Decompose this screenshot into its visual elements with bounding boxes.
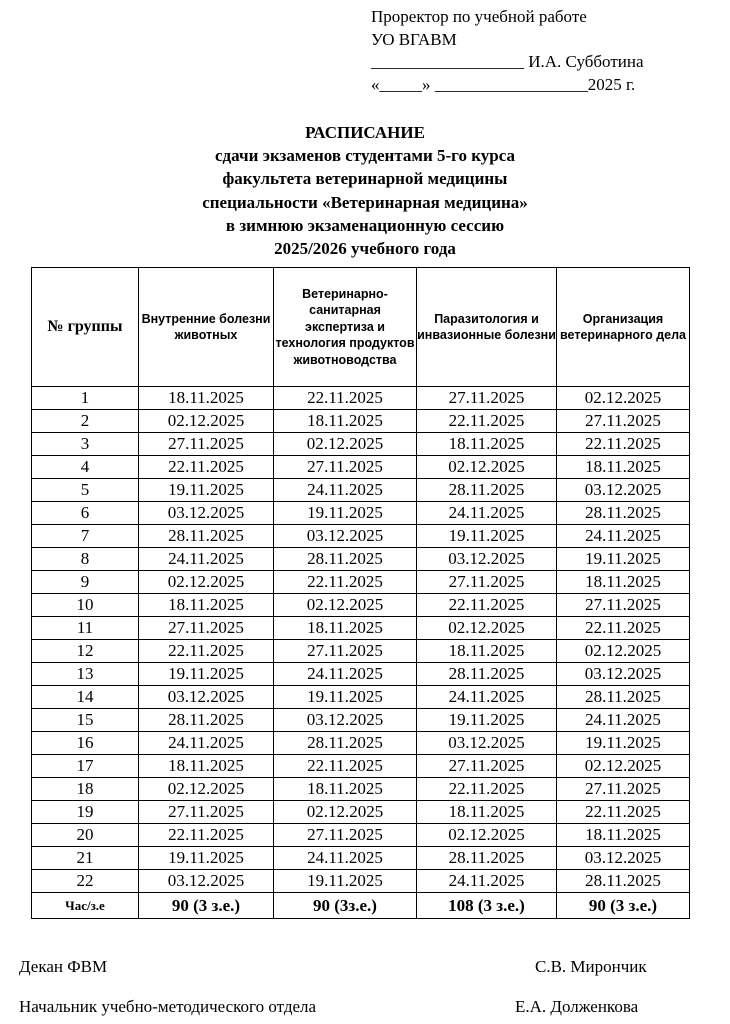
- cell-vet-sanitary-date: 27.11.2025: [274, 456, 417, 479]
- cell-group-number: 5: [32, 479, 139, 502]
- cell-internal-diseases-date: 19.11.2025: [139, 479, 274, 502]
- cell-vet-organization-date: 19.11.2025: [557, 732, 690, 755]
- cell-group-number: 9: [32, 571, 139, 594]
- cell-internal-diseases-date: 27.11.2025: [139, 801, 274, 824]
- cell-parasitology-date: 18.11.2025: [417, 640, 557, 663]
- cell-vet-sanitary-date: 03.12.2025: [274, 525, 417, 548]
- table-row: [32, 732, 690, 755]
- dean-name: С.В. Мирончик: [535, 957, 647, 976]
- cell-group-number: 19: [32, 801, 139, 824]
- cell-parasitology-date: 24.11.2025: [417, 870, 557, 893]
- cell-vet-sanitary-date: 27.11.2025: [274, 640, 417, 663]
- cell-parasitology-date: 27.11.2025: [417, 755, 557, 778]
- table-header-row: [32, 268, 690, 387]
- cell-internal-diseases-date: 18.11.2025: [139, 755, 274, 778]
- cell-vet-organization-date: 27.11.2025: [557, 778, 690, 801]
- cell-parasitology-date: 03.12.2025: [417, 732, 557, 755]
- cell-group-number: 4: [32, 456, 139, 479]
- header-vet-organization: Организация ветеринарного дела: [557, 268, 690, 387]
- cell-internal-diseases-date: 02.12.2025: [139, 410, 274, 433]
- head-name: Е.А. Долженкова: [515, 997, 639, 1016]
- exam-schedule-table: [31, 267, 690, 919]
- cell-group-number: 13: [32, 663, 139, 686]
- cell-internal-diseases-date: 03.12.2025: [139, 686, 274, 709]
- table-row: [32, 778, 690, 801]
- cell-vet-organization-date: 24.11.2025: [557, 525, 690, 548]
- cell-group-number: 8: [32, 548, 139, 571]
- table-row: [32, 847, 690, 870]
- table-row: [32, 433, 690, 456]
- cell-vet-sanitary-date: 22.11.2025: [274, 387, 417, 410]
- cell-vet-organization-date: 18.11.2025: [557, 456, 690, 479]
- approval-institution: УО ВГАВМ: [371, 29, 457, 49]
- cell-vet-organization-date: 27.11.2025: [557, 410, 690, 433]
- cell-vet-sanitary-date: 02.12.2025: [274, 433, 417, 456]
- cell-group-number: 10: [32, 594, 139, 617]
- cell-group-number: 11: [32, 617, 139, 640]
- table-row: [32, 755, 690, 778]
- table-row: [32, 870, 690, 893]
- cell-vet-sanitary-date: 19.11.2025: [274, 870, 417, 893]
- table-row: [32, 640, 690, 663]
- title-line-5: в зимнюю экзаменационную сессию: [225, 215, 505, 235]
- cell-group-number: 14: [32, 686, 139, 709]
- cell-vet-organization-date: 28.11.2025: [557, 870, 690, 893]
- cell-vet-sanitary-date: 24.11.2025: [274, 847, 417, 870]
- cell-vet-sanitary-date: 24.11.2025: [274, 663, 417, 686]
- header-group-number: № группы: [32, 268, 139, 387]
- document-title: [0, 121, 730, 260]
- cell-vet-organization-date: 03.12.2025: [557, 479, 690, 502]
- cell-vet-sanitary-date: 19.11.2025: [274, 686, 417, 709]
- cell-vet-organization-date: 02.12.2025: [557, 755, 690, 778]
- header-vet-sanitary-expertise: Ветеринарно-санитарная экспертиза и технология продуктов животноводства: [274, 268, 417, 387]
- cell-group-number: 17: [32, 755, 139, 778]
- cell-vet-sanitary-date: 22.11.2025: [274, 755, 417, 778]
- cell-vet-organization-date: 03.12.2025: [557, 663, 690, 686]
- table-footer-row: [32, 893, 690, 919]
- cell-group-number: 12: [32, 640, 139, 663]
- cell-parasitology-date: 02.12.2025: [417, 824, 557, 847]
- footer-label: Час/з.е: [32, 893, 139, 919]
- cell-group-number: 22: [32, 870, 139, 893]
- approval-date-line: «_____» __________________2025 г.: [371, 74, 636, 94]
- table-row: [32, 456, 690, 479]
- cell-vet-sanitary-date: 18.11.2025: [274, 778, 417, 801]
- cell-internal-diseases-date: 18.11.2025: [139, 594, 274, 617]
- table-row: [32, 663, 690, 686]
- cell-group-number: 20: [32, 824, 139, 847]
- cell-vet-organization-date: 27.11.2025: [557, 594, 690, 617]
- cell-internal-diseases-date: 18.11.2025: [139, 387, 274, 410]
- cell-internal-diseases-date: 27.11.2025: [139, 617, 274, 640]
- cell-vet-organization-date: 22.11.2025: [557, 433, 690, 456]
- title-line-2: сдачи экзаменов студентами 5-го курса: [215, 146, 515, 166]
- cell-vet-sanitary-date: 28.11.2025: [274, 732, 417, 755]
- cell-parasitology-date: 24.11.2025: [417, 502, 557, 525]
- cell-internal-diseases-date: 27.11.2025: [139, 433, 274, 456]
- footer-hours: 90 (3 з.е.): [557, 893, 690, 919]
- table-row: [32, 801, 690, 824]
- cell-parasitology-date: 02.12.2025: [417, 456, 557, 479]
- cell-internal-diseases-date: 22.11.2025: [139, 824, 274, 847]
- cell-vet-organization-date: 03.12.2025: [557, 847, 690, 870]
- cell-parasitology-date: 18.11.2025: [417, 801, 557, 824]
- header-parasitology: Паразитология и инвазионные болезни: [417, 268, 557, 387]
- footer-hours: 90 (3 з.е.): [139, 893, 274, 919]
- cell-parasitology-date: 19.11.2025: [417, 525, 557, 548]
- cell-internal-diseases-date: 03.12.2025: [139, 870, 274, 893]
- table-row: [32, 479, 690, 502]
- cell-vet-organization-date: 18.11.2025: [557, 824, 690, 847]
- cell-group-number: 15: [32, 709, 139, 732]
- title-heading: РАСПИСАНИЕ: [305, 123, 425, 142]
- cell-vet-sanitary-date: 03.12.2025: [274, 709, 417, 732]
- cell-group-number: 6: [32, 502, 139, 525]
- cell-vet-organization-date: 28.11.2025: [557, 502, 690, 525]
- cell-parasitology-date: 28.11.2025: [417, 847, 557, 870]
- cell-vet-organization-date: 28.11.2025: [557, 686, 690, 709]
- cell-group-number: 1: [32, 387, 139, 410]
- cell-vet-sanitary-date: 27.11.2025: [274, 824, 417, 847]
- cell-parasitology-date: 02.12.2025: [417, 617, 557, 640]
- cell-internal-diseases-date: 22.11.2025: [139, 640, 274, 663]
- cell-vet-sanitary-date: 18.11.2025: [274, 617, 417, 640]
- table-row: [32, 594, 690, 617]
- table-row: [32, 571, 690, 594]
- cell-vet-sanitary-date: 24.11.2025: [274, 479, 417, 502]
- table-row: [32, 387, 690, 410]
- cell-parasitology-date: 22.11.2025: [417, 594, 557, 617]
- cell-parasitology-date: 22.11.2025: [417, 410, 557, 433]
- cell-parasitology-date: 22.11.2025: [417, 778, 557, 801]
- table-row: [32, 617, 690, 640]
- table-row: [32, 502, 690, 525]
- table-row: [32, 525, 690, 548]
- cell-internal-diseases-date: 03.12.2025: [139, 502, 274, 525]
- cell-vet-sanitary-date: 19.11.2025: [274, 502, 417, 525]
- approval-position: Проректор по учебной работе: [371, 7, 587, 26]
- cell-parasitology-date: 18.11.2025: [417, 433, 557, 456]
- title-line-6: 2025/2026 учебного года: [274, 239, 456, 259]
- cell-internal-diseases-date: 28.11.2025: [139, 525, 274, 548]
- table-row: [32, 686, 690, 709]
- approval-block: [371, 6, 644, 96]
- cell-vet-organization-date: 18.11.2025: [557, 571, 690, 594]
- dean-title: Декан ФВМ: [19, 957, 108, 976]
- cell-internal-diseases-date: 02.12.2025: [139, 778, 274, 801]
- title-line-3: факультета ветеринарной медицины: [222, 169, 508, 189]
- cell-parasitology-date: 19.11.2025: [417, 709, 557, 732]
- cell-internal-diseases-date: 19.11.2025: [139, 663, 274, 686]
- cell-parasitology-date: 28.11.2025: [417, 479, 557, 502]
- cell-vet-sanitary-date: 22.11.2025: [274, 571, 417, 594]
- cell-parasitology-date: 27.11.2025: [417, 571, 557, 594]
- cell-group-number: 7: [32, 525, 139, 548]
- footer-hours: 108 (3 з.е.): [417, 893, 557, 919]
- cell-internal-diseases-date: 24.11.2025: [139, 732, 274, 755]
- head-title: Начальник учебно-методического отдела: [19, 997, 317, 1016]
- cell-vet-organization-date: 19.11.2025: [557, 548, 690, 571]
- cell-parasitology-date: 24.11.2025: [417, 686, 557, 709]
- table-row: [32, 410, 690, 433]
- cell-group-number: 21: [32, 847, 139, 870]
- cell-vet-sanitary-date: 18.11.2025: [274, 410, 417, 433]
- approval-signature-line: __________________ И.А. Субботина: [371, 52, 644, 71]
- cell-vet-sanitary-date: 02.12.2025: [274, 801, 417, 824]
- title-line-4: специальности «Ветеринарная медицина»: [202, 192, 528, 212]
- cell-parasitology-date: 03.12.2025: [417, 548, 557, 571]
- cell-vet-organization-date: 22.11.2025: [557, 801, 690, 824]
- cell-group-number: 16: [32, 732, 139, 755]
- cell-group-number: 3: [32, 433, 139, 456]
- header-internal-diseases: Внутренние болезни животных: [139, 268, 274, 387]
- cell-vet-sanitary-date: 02.12.2025: [274, 594, 417, 617]
- cell-vet-sanitary-date: 28.11.2025: [274, 548, 417, 571]
- cell-internal-diseases-date: 02.12.2025: [139, 571, 274, 594]
- table-row: [32, 709, 690, 732]
- cell-vet-organization-date: 02.12.2025: [557, 387, 690, 410]
- table-row: [32, 824, 690, 847]
- cell-internal-diseases-date: 28.11.2025: [139, 709, 274, 732]
- cell-vet-organization-date: 24.11.2025: [557, 709, 690, 732]
- cell-group-number: 18: [32, 778, 139, 801]
- cell-vet-organization-date: 02.12.2025: [557, 640, 690, 663]
- footer-hours: 90 (3з.е.): [274, 893, 417, 919]
- cell-parasitology-date: 27.11.2025: [417, 387, 557, 410]
- cell-internal-diseases-date: 22.11.2025: [139, 456, 274, 479]
- cell-internal-diseases-date: 19.11.2025: [139, 847, 274, 870]
- cell-parasitology-date: 28.11.2025: [417, 663, 557, 686]
- cell-internal-diseases-date: 24.11.2025: [139, 548, 274, 571]
- cell-group-number: 2: [32, 410, 139, 433]
- cell-vet-organization-date: 22.11.2025: [557, 617, 690, 640]
- table-row: [32, 548, 690, 571]
